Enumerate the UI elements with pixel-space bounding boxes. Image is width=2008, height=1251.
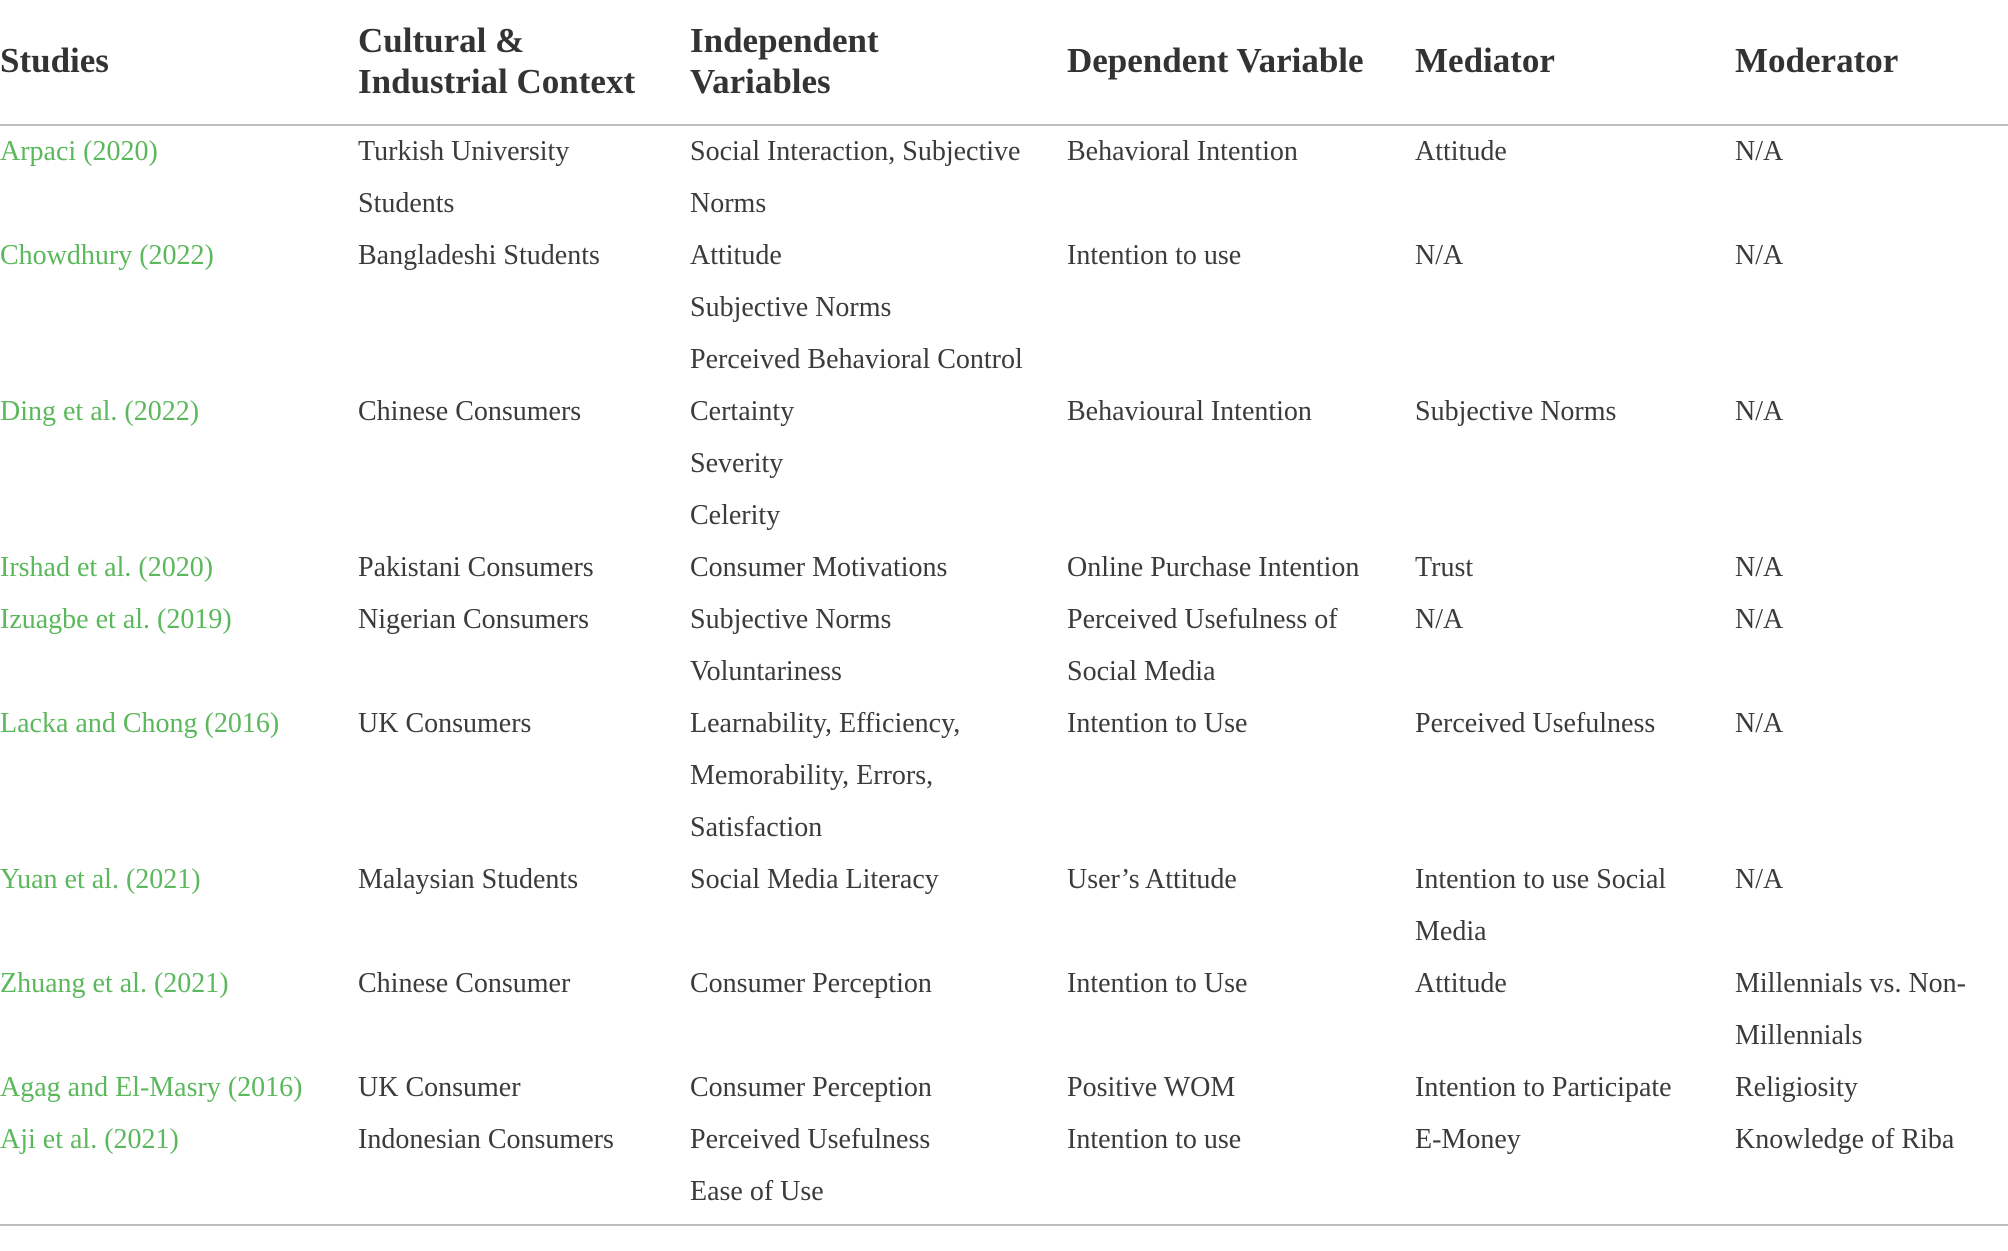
study-cell: [0, 698, 279, 750]
header-studies: [0, 40, 109, 81]
moderator-cell: [1735, 698, 1783, 750]
cell-line: Consumer Perception: [690, 1072, 932, 1103]
study-citation-link[interactable]: Zhuang et al. (2021): [0, 968, 229, 999]
moderator-cell: [1735, 594, 1783, 646]
study-cell: [0, 386, 199, 438]
cell-line: Consumer Motivations: [690, 552, 948, 583]
cell-line: Social Interaction, Subjective: [690, 136, 1021, 167]
dependent-variable-cell: [1067, 958, 1247, 1010]
moderator-cell: [1735, 542, 1783, 594]
cell-line: Intention to Use: [1067, 968, 1248, 999]
cell-line: Memorability, Errors,: [690, 760, 934, 791]
header-line: Moderator: [1735, 41, 1899, 80]
moderator-cell: [1735, 126, 1783, 178]
cell-line: Celerity: [690, 500, 781, 531]
moderator-cell: [1735, 1062, 1858, 1114]
mediator-cell: [1415, 1114, 1521, 1166]
study-cell: [0, 958, 229, 1010]
cell-line: Intention to use: [1067, 240, 1242, 271]
table-row: [0, 1062, 2008, 1114]
cell-line: Indonesian Consumers: [358, 1124, 614, 1155]
header-line: Independent: [690, 21, 879, 60]
mediator-cell: [1415, 958, 1507, 1010]
independent-variables-cell: [690, 542, 947, 594]
cell-line: Bangladeshi Students: [358, 240, 600, 271]
header-line: Studies: [0, 41, 109, 80]
cell-line: Knowledge of Riba: [1735, 1124, 1955, 1155]
header-independent: [690, 20, 879, 102]
cell-line: Malaysian Students: [358, 864, 579, 895]
cell-line: Intention to Use: [1067, 708, 1248, 739]
context-cell: [358, 594, 589, 646]
cell-line: Intention to use Social: [1415, 864, 1667, 895]
cell-line: Trust: [1415, 552, 1474, 583]
cell-line: E-Money: [1415, 1124, 1521, 1155]
study-citation-link[interactable]: Chowdhury (2022): [0, 240, 214, 271]
study-cell: [0, 542, 213, 594]
cell-line: Social Media Literacy: [690, 864, 939, 895]
moderator-cell: [1735, 386, 1783, 438]
study-citation-link[interactable]: Lacka and Chong (2016): [0, 708, 280, 739]
study-cell: [0, 126, 158, 178]
mediator-cell: [1415, 126, 1507, 178]
cell-line: Attitude: [1415, 136, 1507, 167]
cell-line: Certainty: [690, 396, 795, 427]
study-citation-link[interactable]: Ding et al. (2022): [0, 396, 200, 427]
cell-line: N/A: [1415, 604, 1464, 635]
table-row: [0, 230, 2008, 386]
cell-line: Pakistani Consumers: [358, 552, 594, 583]
cell-line: Millennials: [1735, 1020, 1863, 1051]
context-cell: [358, 542, 594, 594]
context-cell: [358, 386, 581, 438]
cell-line: Perceived Usefulness: [690, 1124, 931, 1155]
cell-line: Millennials vs. Non-: [1735, 968, 1966, 999]
dependent-variable-cell: [1067, 594, 1338, 698]
header-line: Dependent Variable: [1067, 41, 1364, 80]
study-citation-link[interactable]: Izuagbe et al. (2019): [0, 604, 232, 635]
independent-variables-cell: [690, 698, 960, 854]
independent-variables-cell: [690, 126, 1020, 230]
dependent-variable-cell: [1067, 126, 1298, 178]
mediator-cell: [1415, 594, 1463, 646]
cell-line: Students: [358, 188, 455, 219]
moderator-cell: [1735, 230, 1783, 282]
independent-variables-cell: [690, 594, 891, 698]
header-line: Mediator: [1415, 41, 1555, 80]
table-row: [0, 854, 2008, 958]
cell-line: N/A: [1735, 240, 1784, 271]
moderator-cell: [1735, 958, 1966, 1062]
cell-line: Subjective Norms: [1415, 396, 1617, 427]
independent-variables-cell: [690, 958, 932, 1010]
header-line: Industrial Context: [358, 62, 636, 101]
header-dependent: [1067, 40, 1364, 81]
moderator-cell: [1735, 1114, 1954, 1166]
cell-line: Chinese Consumers: [358, 396, 582, 427]
cell-line: Chinese Consumer: [358, 968, 571, 999]
cell-line: Online Purchase Intention: [1067, 552, 1360, 583]
cell-line: Religiosity: [1735, 1072, 1858, 1103]
cell-line: N/A: [1735, 864, 1784, 895]
moderator-cell: [1735, 854, 1783, 906]
dependent-variable-cell: [1067, 542, 1359, 594]
mediator-cell: [1415, 1062, 1672, 1114]
cell-line: Severity: [690, 448, 784, 479]
cell-line: Turkish University: [358, 136, 570, 167]
dependent-variable-cell: [1067, 698, 1247, 750]
context-cell: [358, 230, 600, 282]
cell-line: Intention to use: [1067, 1124, 1242, 1155]
context-cell: [358, 698, 531, 750]
cell-line: Social Media: [1067, 656, 1216, 687]
context-cell: [358, 1062, 521, 1114]
table-row: [0, 386, 2008, 542]
dependent-variable-cell: [1067, 1114, 1241, 1166]
cell-line: Perceived Usefulness: [1415, 708, 1656, 739]
cell-line: N/A: [1735, 552, 1784, 583]
study-citation-link[interactable]: Arpaci (2020): [0, 136, 158, 167]
table-row: [0, 698, 2008, 854]
cell-line: N/A: [1735, 396, 1784, 427]
study-citation-link[interactable]: Yuan et al. (2021): [0, 864, 201, 895]
independent-variables-cell: [690, 1062, 932, 1114]
dependent-variable-cell: [1067, 230, 1241, 282]
cell-line: Positive WOM: [1067, 1072, 1236, 1103]
table-row: [0, 542, 2008, 594]
study-cell: [0, 230, 214, 282]
study-citation-link[interactable]: Agag and El-Masry (2016): [0, 1072, 303, 1103]
cell-line: Subjective Norms: [690, 604, 892, 635]
table-row: [0, 594, 2008, 698]
table-header-row: [0, 0, 2008, 126]
independent-variables-cell: [690, 386, 794, 542]
cell-line: N/A: [1735, 136, 1784, 167]
context-cell: [358, 126, 569, 230]
study-citation-link[interactable]: Irshad et al. (2020): [0, 552, 214, 583]
study-cell: [0, 854, 201, 906]
dependent-variable-cell: [1067, 1062, 1235, 1114]
study-cell: [0, 1114, 179, 1166]
header-context: [358, 20, 635, 102]
context-cell: [358, 1114, 614, 1166]
header-line: Cultural &: [358, 21, 525, 60]
cell-line: Behavioral Intention: [1067, 136, 1298, 167]
header-moderator: [1735, 40, 1898, 81]
cell-line: UK Consumer: [358, 1072, 521, 1103]
cell-line: Voluntariness: [690, 656, 842, 687]
mediator-cell: [1415, 542, 1473, 594]
mediator-cell: [1415, 386, 1616, 438]
context-cell: [358, 854, 578, 906]
cell-line: N/A: [1415, 240, 1464, 271]
study-cell: [0, 594, 232, 646]
cell-line: Learnability, Efficiency,: [690, 708, 961, 739]
mediator-cell: [1415, 230, 1463, 282]
mediator-cell: [1415, 854, 1666, 958]
header-line: Variables: [690, 62, 831, 101]
cell-line: Intention to Participate: [1415, 1072, 1672, 1103]
cell-line: N/A: [1735, 708, 1784, 739]
header-mediator: [1415, 40, 1555, 81]
table-row: [0, 958, 2008, 1062]
independent-variables-cell: [690, 1114, 930, 1218]
cell-line: Ease of Use: [690, 1176, 824, 1207]
cell-line: User’s Attitude: [1067, 864, 1237, 895]
cell-line: Subjective Norms: [690, 292, 892, 323]
cell-line: Norms: [690, 188, 767, 219]
mediator-cell: [1415, 698, 1655, 750]
cell-line: Media: [1415, 916, 1487, 947]
dependent-variable-cell: [1067, 854, 1237, 906]
study-citation-link[interactable]: Aji et al. (2021): [0, 1124, 179, 1155]
independent-variables-cell: [690, 854, 939, 906]
cell-line: Satisfaction: [690, 812, 823, 843]
cell-line: Attitude: [1415, 968, 1507, 999]
cell-line: Consumer Perception: [690, 968, 932, 999]
independent-variables-cell: [690, 230, 1023, 386]
bottom-rule: [0, 1224, 2008, 1226]
cell-line: UK Consumers: [358, 708, 532, 739]
cell-line: Perceived Usefulness of: [1067, 604, 1338, 635]
table-row: [0, 126, 2008, 230]
cell-line: Perceived Behavioral Control: [690, 344, 1023, 375]
cell-line: Attitude: [690, 240, 782, 271]
dependent-variable-cell: [1067, 386, 1312, 438]
context-cell: [358, 958, 570, 1010]
table-body: [0, 126, 2008, 1218]
cell-line: Nigerian Consumers: [358, 604, 589, 635]
study-cell: [0, 1062, 302, 1114]
table-row: [0, 1114, 2008, 1218]
cell-line: Behavioural Intention: [1067, 396, 1312, 427]
cell-line: N/A: [1735, 604, 1784, 635]
